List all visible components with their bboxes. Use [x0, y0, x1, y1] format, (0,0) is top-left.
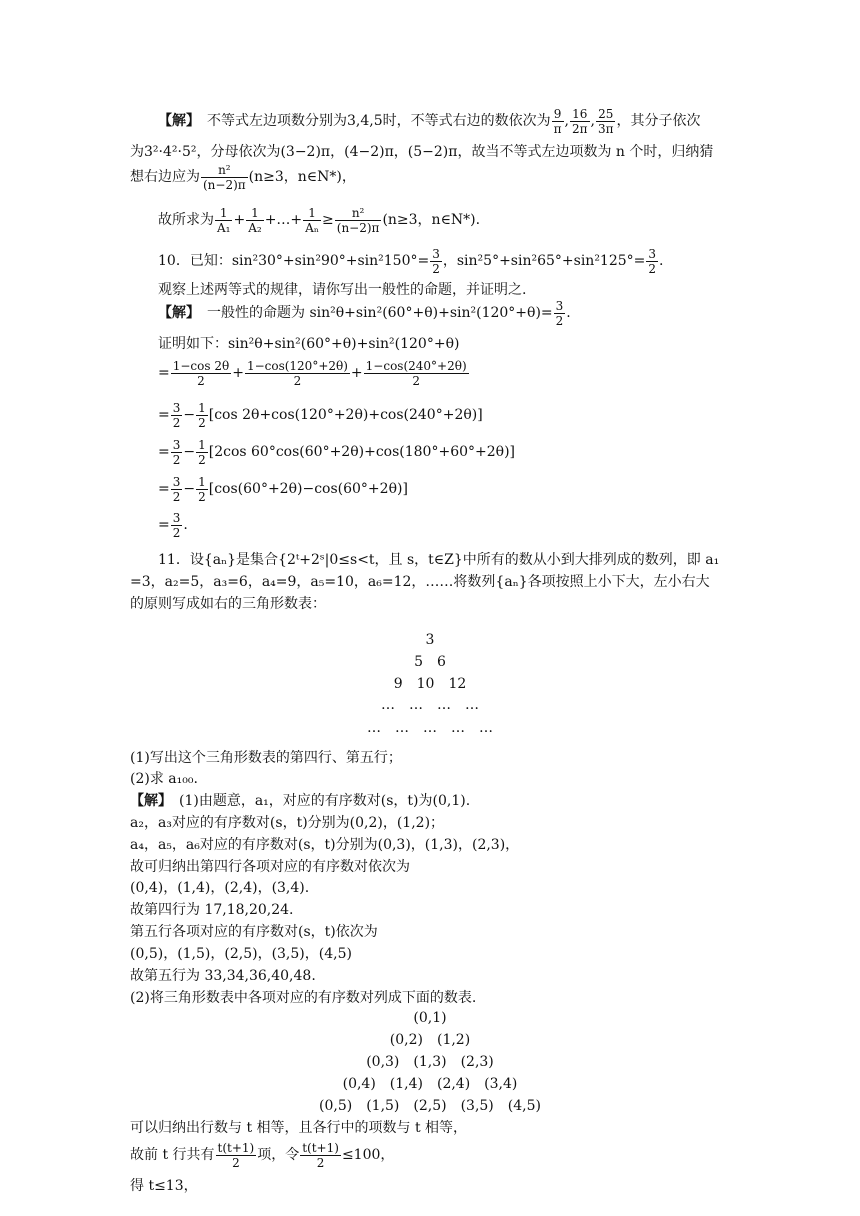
- text: 故所求为: [158, 212, 214, 228]
- fraction: [430, 247, 442, 276]
- numerator: 3: [555, 298, 564, 313]
- denominator: 2: [412, 373, 420, 388]
- q11-sol-line-7: 第五行各项对应的有序数对(s，t)依次为: [130, 924, 378, 940]
- q11-part-2: (2)求 a₁₀₀.: [130, 771, 198, 787]
- numerator: 1: [303, 206, 321, 221]
- q11-sol-line-5: (0,4)，(1,4)，(2,4)，(3,4).: [130, 880, 310, 896]
- pairs-row-5: (0,5) (1,5) (2,5) (3,5) (4,5): [319, 1098, 541, 1114]
- pairs-row-4: (0,4) (1,4) (2,4) (3,4): [342, 1076, 518, 1092]
- denominator: (n−2)π: [336, 220, 380, 235]
- text: ，其分子依次: [616, 113, 701, 129]
- q10-line-2: 观察上述两等式的规律，请你写出一般性的命题，并证明之.: [158, 282, 527, 298]
- denominator: 2: [293, 373, 302, 388]
- numerator: 1−cos(240°+2θ): [365, 358, 467, 373]
- numerator: 9: [552, 107, 564, 122]
- q11-line-3: 的原则写成如右的三角形数表：: [130, 596, 326, 612]
- fraction: [646, 247, 658, 276]
- fraction: [216, 1141, 257, 1170]
- q11-sol-line-2: a₂，a₃对应的有序数对(s，t)分别为(0,2)，(1,2)；: [130, 815, 445, 831]
- denominator: A₁: [217, 220, 231, 235]
- denominator: 2: [555, 313, 564, 328]
- fraction: [196, 475, 208, 504]
- numerator: 1: [215, 206, 232, 221]
- fraction: [196, 401, 208, 430]
- triangle-row-2: 5 6: [414, 654, 446, 670]
- denominator: 2: [232, 1155, 240, 1170]
- pairs-row-3: (0,3) (1,3) (2,3): [366, 1054, 494, 1070]
- solution-tag: 【解】: [158, 305, 193, 321]
- text: .: [659, 253, 664, 269]
- text: ，sin²5°+sin²65°+sin²125°=: [442, 253, 646, 269]
- denominator: 2: [172, 525, 181, 540]
- q11-sol-line-11: 可以归纳出行数与 t 相等，且各行中的项数与 t 相等，: [130, 1120, 468, 1136]
- denominator: 2: [432, 261, 440, 276]
- pairs-row-1: (0,1): [413, 1010, 447, 1026]
- denominator: 2: [316, 1155, 325, 1170]
- proof-step-5: [158, 508, 758, 542]
- fraction: [554, 299, 566, 328]
- q11-sol-line-10: (2)将三角形数表中各项对应的有序数对列成下面的数表.: [130, 990, 477, 1006]
- text: (n≥3，n∈N*)，: [248, 169, 356, 185]
- plus-sign: +: [232, 365, 244, 381]
- text: ≤100，: [341, 1147, 395, 1163]
- denominator: 2: [197, 373, 205, 388]
- denominator: 2: [198, 452, 206, 467]
- fraction: [335, 206, 382, 235]
- numerator: 3: [172, 474, 181, 489]
- q11-sol-line-9: 故第五行为 33,34,36,40,48.: [130, 968, 316, 984]
- denominator: 2: [198, 415, 206, 430]
- denominator: 3π: [597, 121, 614, 136]
- proof-step-3: [158, 435, 758, 469]
- text: 故前 t 行共有: [130, 1147, 215, 1163]
- fraction: [552, 107, 564, 136]
- equals-sign: =: [158, 444, 170, 460]
- numerator: t(t+1): [217, 1140, 255, 1155]
- text: (n≥3，n∈N*).: [382, 212, 481, 228]
- solution-tag: 【解】: [158, 113, 193, 129]
- numerator: 1: [198, 437, 206, 452]
- numerator: 3: [648, 246, 657, 261]
- q10-solution: [158, 296, 758, 330]
- triangle-row-3: 9 10 12: [393, 676, 467, 692]
- q11-sol-line-3: a₄，a₅，a₆对应的有序数对(s，t)分别为(0,3)，(1,3)，(2,3)，: [130, 837, 520, 853]
- equals-sign: =: [158, 407, 170, 423]
- text: +…+: [264, 212, 303, 228]
- solution-tag: 【解】: [130, 793, 165, 809]
- plus-sign: +: [233, 212, 246, 228]
- fraction: [171, 438, 183, 467]
- q11-sol-line-13: 得 t≤13，: [130, 1178, 198, 1194]
- text: 想右边应为: [130, 169, 200, 185]
- denominator: (n−2)π: [203, 177, 246, 192]
- denominator: 2: [172, 415, 181, 430]
- numerator: n²: [335, 206, 382, 221]
- q10-line-1: [158, 244, 758, 278]
- fraction: [215, 206, 232, 235]
- plus-sign: +: [350, 365, 363, 381]
- fraction: [171, 511, 183, 540]
- numerator: 1−cos 2θ: [172, 358, 230, 373]
- numerator: t(t+1): [302, 1140, 339, 1155]
- text: [cos(60°+2θ)−cos(60°+2θ)]: [208, 481, 408, 497]
- text: 10．已知：sin²30°+sin²90°+sin²150°=: [158, 253, 430, 269]
- denominator: A₂: [248, 220, 262, 235]
- q11-part-1: (1)写出这个三角形数表的第四行、第五行；: [130, 750, 402, 766]
- numerator: 1: [246, 206, 263, 221]
- numerator: 3: [172, 510, 181, 525]
- text: 不等式左边项数分别为3,4,5时，不等式右边的数依次为: [193, 113, 551, 129]
- q11-sol-line-4: 故可归纳出第四行各项对应的有序数对依次为: [130, 859, 410, 875]
- text: [2cos 60°cos(60°+2θ)+cos(180°+60°+2θ)]: [208, 444, 515, 460]
- denominator: 2π: [571, 121, 588, 136]
- proof-heading: 证明如下：sin²θ+sin²(60°+θ)+sin²(120°+θ): [158, 336, 460, 352]
- equals-sign: =: [158, 365, 170, 381]
- fraction: [245, 359, 350, 388]
- q11-sol-line-8: (0,5)，(1,5)，(2,5)，(3,5)，(4,5): [130, 946, 352, 962]
- q11-sol-line-12: [130, 1138, 730, 1172]
- text: [cos 2θ+cos(120°+2θ)+cos(240°+2θ)]: [208, 407, 483, 423]
- q11-sol-line-6: 故第四行为 17,18,20,24.: [130, 902, 294, 918]
- numerator: 1−cos(120°+2θ): [246, 358, 348, 373]
- proof-step-2: [158, 398, 758, 432]
- numerator: 16: [570, 107, 590, 122]
- text: .: [566, 305, 571, 321]
- fraction: [303, 206, 321, 235]
- equals-sign: =: [158, 481, 170, 497]
- text: .: [183, 517, 188, 533]
- denominator: π: [553, 121, 562, 136]
- text: (1)由题意，a₁，对应的有序数对(s，t)为(0,1).: [165, 793, 471, 809]
- minus-sign: −: [183, 407, 196, 423]
- proof-step-4: [158, 472, 758, 506]
- text: 项，令: [257, 1147, 300, 1163]
- proof-step-1: [158, 356, 758, 390]
- pairs-row-2: (0,2) (1,2): [389, 1032, 471, 1048]
- numerator: 3: [172, 400, 181, 415]
- fraction: [201, 163, 248, 192]
- minus-sign: −: [183, 444, 196, 460]
- denominator: 2: [648, 261, 657, 276]
- fraction: [246, 206, 263, 235]
- fraction: [364, 359, 469, 388]
- sol9-line-1: 【解】 不等式左边项数分别为3,4,5时，不等式右边的数依次为 $\frac{9}{\pi}$ , $\frac{16}{2\pi}$ , $\frac{25}{3\pi}$ ，其分子依次: [158, 106, 701, 136]
- equals-sign: =: [158, 517, 170, 533]
- fraction: [300, 1141, 341, 1170]
- sol9-line-4: [158, 203, 758, 237]
- triangle-row-5: … … … … …: [367, 720, 493, 736]
- denominator: Aₙ: [305, 220, 320, 235]
- q11-solution: [130, 791, 730, 811]
- numerator: 1: [198, 474, 206, 489]
- sol9-line-3: [130, 160, 730, 194]
- fraction: [570, 107, 590, 136]
- q11-line-1: 11．设{aₙ}是集合{2ᵗ+2ˢ|0≤s<t，且 s，t∈Z}中所有的数从小到大排列成的数列，即 a₁: [158, 552, 720, 568]
- numerator: 3: [432, 246, 440, 261]
- numerator: 3: [172, 437, 181, 452]
- fraction: [596, 107, 616, 136]
- numerator: 1: [198, 400, 206, 415]
- q11-line-2: =3，a₂=5，a₃=6，a₄=9，a₅=10，a₆=12，……将数列{aₙ}各项按照上小下大，左小右大: [130, 574, 710, 590]
- fraction: [171, 359, 231, 388]
- triangle-row-1: 3: [425, 632, 435, 648]
- denominator: 2: [198, 489, 206, 504]
- sol9-line-2: 为3²·4²·5²，分母依次为(3−2)π，(4−2)π，(5−2)π，故当不等式左边项数为 n 个时，归纳猜: [130, 144, 714, 160]
- minus-sign: −: [183, 481, 196, 497]
- ge-sign: ≥: [322, 212, 334, 228]
- fraction: [196, 438, 208, 467]
- fraction: [171, 475, 183, 504]
- numerator: n²: [201, 163, 248, 178]
- denominator: 2: [172, 452, 181, 467]
- triangle-row-4: … … … …: [381, 697, 479, 713]
- fraction: [171, 401, 183, 430]
- text: 一般性的命题为 sin²θ+sin²(60°+θ)+sin²(120°+θ)=: [193, 305, 553, 321]
- numerator: 25: [596, 107, 616, 122]
- denominator: 2: [172, 489, 181, 504]
